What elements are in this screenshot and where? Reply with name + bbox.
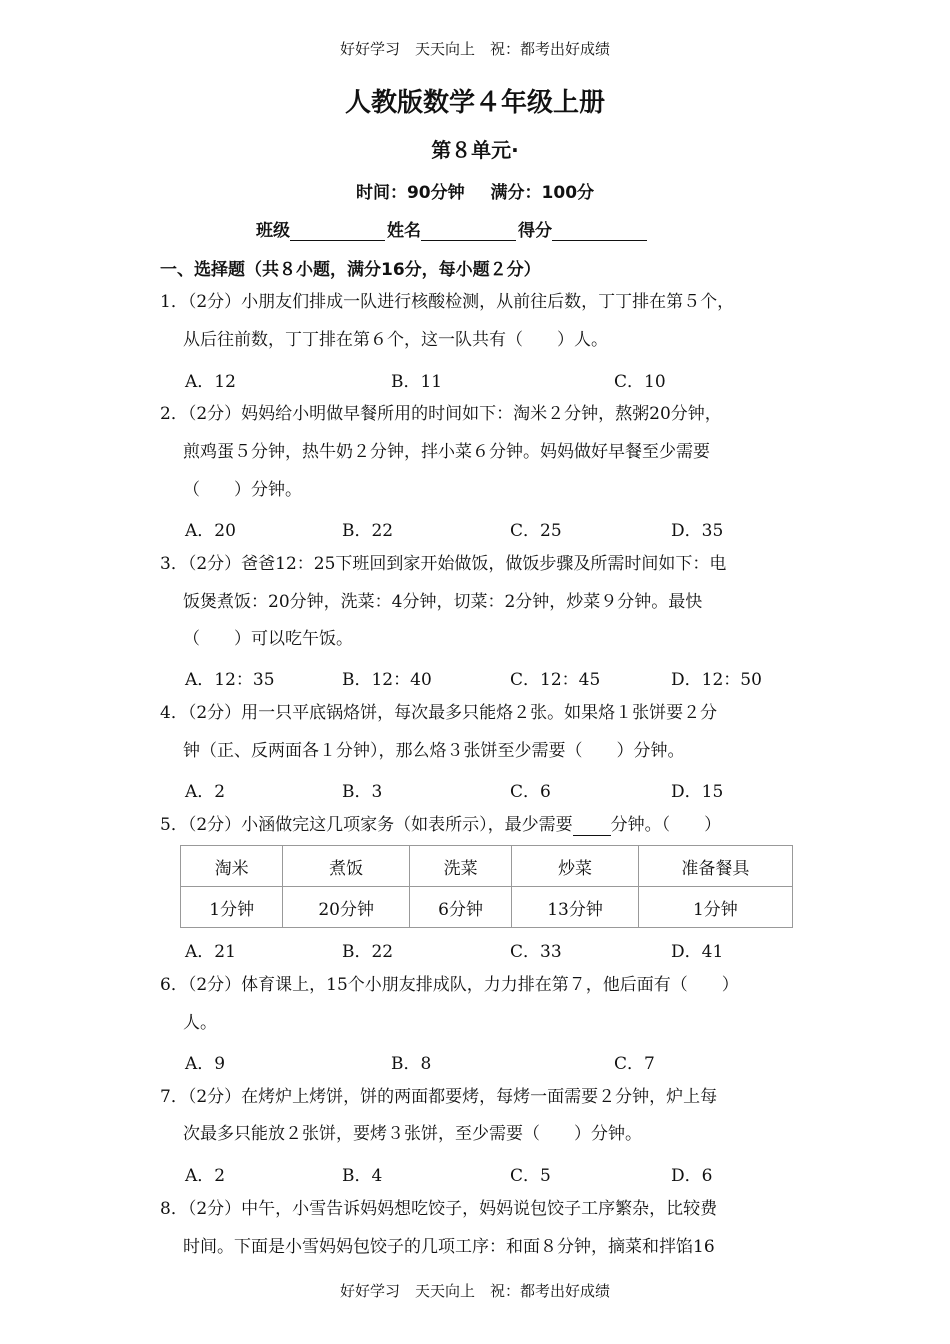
q1-option-b[interactable]: B．11 bbox=[391, 372, 443, 392]
table-header-cell: 洗菜 bbox=[409, 846, 511, 887]
unit-subtitle: 第８单元· bbox=[431, 138, 519, 162]
q5-option-d[interactable]: D．41 bbox=[671, 942, 724, 962]
page-title: 人教版数学４年级上册 bbox=[344, 88, 605, 118]
q7-option-b[interactable]: B．4 bbox=[342, 1166, 383, 1186]
q3-option-a[interactable]: A．12：35 bbox=[185, 670, 275, 690]
q6-option-b[interactable]: B．8 bbox=[391, 1054, 432, 1074]
student-info-row bbox=[256, 216, 649, 241]
q3-option-b[interactable]: B．12：40 bbox=[342, 670, 432, 690]
section-title: 一、选择题（共８小题，满分16分，每小题２分） bbox=[160, 260, 541, 280]
q8-line1: 8．（2分）中午，小雪告诉妈妈想吃饺子，妈妈说包饺子工序繁杂，比较费 bbox=[160, 1199, 718, 1219]
full-score-label: 满分：100分 bbox=[490, 183, 595, 203]
q5-option-c[interactable]: C．33 bbox=[510, 942, 562, 962]
q5-answer-blank[interactable] bbox=[573, 817, 611, 836]
q5-line1 bbox=[160, 814, 721, 836]
q6-option-a[interactable]: A．9 bbox=[185, 1054, 226, 1074]
q1-line2: 从后往前数，丁丁排在第６个，这一队共有（ ）人。 bbox=[183, 330, 608, 350]
q2-line2: 煎鸡蛋５分钟，热牛奶２分钟，拌小菜６分钟。妈妈做好早餐至少需要 bbox=[183, 442, 710, 462]
q3-line1: 3．（2分）爸爸12：25下班回到家开始做饭，做饭步骤及所需时间如下：电 bbox=[160, 554, 727, 574]
q1-option-a[interactable]: A．12 bbox=[185, 372, 236, 392]
q4-option-b[interactable]: B．3 bbox=[342, 782, 383, 802]
q7-line1: 7．（2分）在烤炉上烤饼，饼的两面都要烤，每烤一面需要２分钟，炉上每 bbox=[160, 1087, 718, 1107]
q2-line3: （ ）分钟。 bbox=[183, 480, 302, 500]
exam-time-row bbox=[0, 178, 950, 203]
q2-option-b[interactable]: B．22 bbox=[342, 521, 394, 541]
q2-option-d[interactable]: D．35 bbox=[671, 521, 724, 541]
q4-line1: 4．（2分）用一只平底锅烙饼，每次最多只能烙２张。如果烙１张饼要２分 bbox=[160, 703, 718, 723]
table-header-cell: 准备餐具 bbox=[638, 846, 792, 887]
q6-option-c[interactable]: C．7 bbox=[614, 1054, 655, 1074]
q4-option-d[interactable]: D．15 bbox=[671, 782, 724, 802]
table-cell: 6分钟 bbox=[409, 887, 511, 928]
class-blank[interactable] bbox=[290, 220, 385, 241]
q4-line2: 钟（正、反两面各１分钟），那么烙３张饼至少需要（ ）分钟。 bbox=[183, 741, 685, 761]
table-cell: 20分钟 bbox=[283, 887, 410, 928]
q5-line1-text: 5．（2分）小涵做完这几项家务（如表所示），最少需要 bbox=[160, 815, 573, 835]
q8-line2: 时间。下面是小雪妈妈包饺子的几项工序：和面８分钟，摘菜和拌馅16 bbox=[183, 1237, 715, 1257]
q6-line1: 6．（2分）体育课上，15个小朋友排成队，力力排在第７，他后面有（ ） bbox=[160, 975, 739, 995]
q5-line1-tail: 分钟。（ ） bbox=[610, 815, 722, 835]
q7-line2: 次最多只能放２张饼，要烤３张饼，至少需要（ ）分钟。 bbox=[183, 1124, 642, 1144]
q4-option-c[interactable]: C．6 bbox=[510, 782, 551, 802]
score-blank[interactable] bbox=[552, 220, 647, 241]
q5-option-b[interactable]: B．22 bbox=[342, 942, 394, 962]
table-row bbox=[181, 846, 793, 887]
name-blank[interactable] bbox=[421, 220, 516, 241]
class-label: 班级 bbox=[256, 221, 290, 241]
q2-option-a[interactable]: A．20 bbox=[185, 521, 236, 541]
q2-line1: 2．（2分）妈妈给小明做早餐所用的时间如下：淘米２分钟，熬粥20分钟， bbox=[160, 404, 722, 424]
q3-line3: （ ）可以吃午饭。 bbox=[183, 629, 353, 649]
page-header: 好好学习 天天向上 祝：都考出好成绩 bbox=[339, 40, 610, 58]
q3-option-d[interactable]: D．12：50 bbox=[671, 670, 762, 690]
time-label: 时间：90分钟 bbox=[355, 183, 465, 203]
q7-option-c[interactable]: C．5 bbox=[510, 1166, 551, 1186]
q5-option-a[interactable]: A．21 bbox=[185, 942, 236, 962]
q7-option-a[interactable]: A．2 bbox=[185, 1166, 226, 1186]
table-row bbox=[181, 887, 793, 928]
q1-line1: 1．（2分）小朋友们排成一队进行核酸检测，从前往后数，丁丁排在第５个， bbox=[160, 292, 735, 312]
q3-line2: 饭煲煮饭：20分钟，洗菜：4分钟，切菜：2分钟，炒菜９分钟。最快 bbox=[183, 592, 703, 612]
table-cell: 1分钟 bbox=[638, 887, 792, 928]
page-footer: 好好学习 天天向上 祝：都考出好成绩 bbox=[339, 1282, 610, 1300]
q3-option-c[interactable]: C．12：45 bbox=[510, 670, 601, 690]
q7-option-d[interactable]: D．6 bbox=[671, 1166, 713, 1186]
table-cell: 13分钟 bbox=[512, 887, 639, 928]
q1-option-c[interactable]: C．10 bbox=[614, 372, 666, 392]
q4-option-a[interactable]: A．2 bbox=[185, 782, 226, 802]
name-label: 姓名 bbox=[387, 221, 421, 241]
q2-option-c[interactable]: C．25 bbox=[510, 521, 562, 541]
table-header-cell: 煮饭 bbox=[283, 846, 410, 887]
table-header-cell: 炒菜 bbox=[512, 846, 639, 887]
table-header-cell: 淘米 bbox=[181, 846, 283, 887]
q6-line2: 人。 bbox=[183, 1013, 217, 1033]
table-cell: 1分钟 bbox=[181, 887, 283, 928]
score-label: 得分 bbox=[518, 221, 552, 241]
chores-table bbox=[180, 845, 793, 928]
